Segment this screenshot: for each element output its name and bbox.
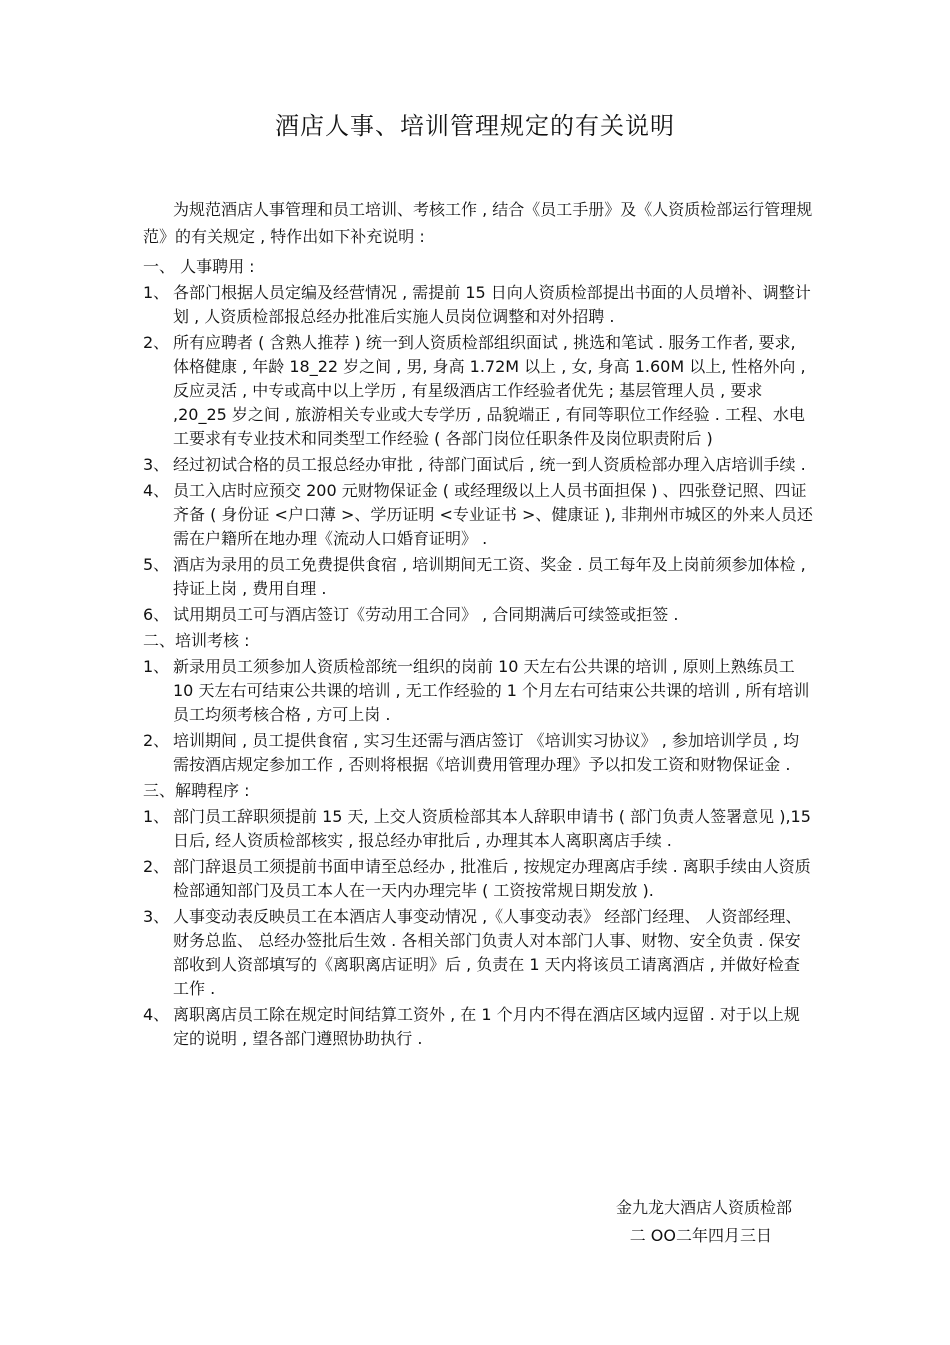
item-text: 试用期员工可与酒店签订《劳动用工合同》 , 合同期满后可续签或拒签 . bbox=[173, 605, 679, 624]
intro-paragraph: 为规范酒店人事管理和员工培训、考核工作 , 结合《员工手册》及《人资质检部运行管理规范》的有关规定 , 特作出如下补充说明 : bbox=[143, 200, 813, 246]
list-item bbox=[143, 281, 813, 329]
list-item bbox=[143, 331, 813, 451]
signature-date: 二 OO二年四月三日 bbox=[629, 1226, 772, 1245]
section-heading: 二、培训考核 : bbox=[143, 631, 250, 650]
list-item bbox=[143, 855, 813, 903]
item-number: 2、 bbox=[143, 857, 170, 876]
list-item bbox=[143, 553, 813, 601]
item-text: 经过初试合格的员工报总经办审批 , 待部门面试后 , 统一到人资质检部办理入店培训手续 . bbox=[173, 455, 806, 474]
list-item bbox=[143, 479, 813, 551]
item-text: 部门辞退员工须提前书面申请至总经办 , 批准后 , 按规定办理离店手续 . 离职手续由人资质检部通知部门及员工本人在一天内办理完毕 ( 工资按常规日期发放 ). bbox=[173, 857, 811, 900]
item-number: 2、 bbox=[143, 731, 170, 750]
item-text: 酒店为录用的员工免费提供食宿 , 培训期间无工资、奖金 . 员工每年及上岗前须参加体检 , 持证上岗 , 费用自理 . bbox=[173, 555, 806, 598]
section-heading: 三、解聘程序 : bbox=[143, 781, 250, 800]
section-dismissal bbox=[143, 779, 813, 1051]
item-number: 1、 bbox=[143, 283, 170, 302]
item-number: 1、 bbox=[143, 657, 170, 676]
list-item bbox=[143, 805, 813, 853]
item-text: 员工入店时应预交 200 元财物保证金 ( 或经理级以上人员书面担保 ) 、四张登记照、四证齐备 ( 身份证 <户口薄 >、学历证明 <专业证书 >、健康证 ), 非荆州市城区的外来人员还需在户籍所在地办理《流动人口婚育证明》 . bbox=[173, 481, 813, 548]
item-text: 所有应聘者 ( 含熟人推荐 ) 统一到人资质检部组织面试 , 挑选和笔试 . 服务工作者, 要求, 体格健康 , 年龄 18_22 岁之间 , 男, 身高 1.72M 以上 , 女, 身高 1.60M 以上, 性格外向 , 反应灵活 , 中专或高中以上学历 , 有星级酒店工作经验者优先 ; 基层管理人员 , 要求 ,20_25 岁之间 , 旅游相关专业或大专学历 , 品貌端正 , 有同等职位工作经验 . 工程、水电工要求有专业技术和同类型工作经验 ( 各部门岗位任职条件及岗位职责附后 ) bbox=[173, 333, 806, 448]
list-item bbox=[143, 603, 813, 627]
item-number: 1、 bbox=[143, 807, 170, 826]
section-training bbox=[143, 629, 813, 777]
item-number: 2、 bbox=[143, 333, 170, 352]
list-item bbox=[143, 1003, 813, 1051]
item-number: 5、 bbox=[143, 555, 170, 574]
item-text: 培训期间 , 员工提供食宿 , 实习生还需与酒店签订 《培训实习协议》 , 参加培训学员 , 均需按酒店规定参加工作 , 否则将根据《培训费用管理办理》予以扣发工资和财物保证金 . bbox=[173, 731, 800, 774]
item-number: 4、 bbox=[143, 1005, 170, 1024]
signature-organization: 金九龙大酒店人资质检部 bbox=[615, 1198, 792, 1217]
item-text: 离职离店员工除在规定时间结算工资外 , 在 1 个月内不得在酒店区域内逗留 . 对于以上规定的说明 , 望各部门遵照协助执行 . bbox=[173, 1005, 800, 1048]
list-item bbox=[143, 905, 813, 1001]
list-item bbox=[143, 453, 813, 477]
document-body bbox=[143, 196, 813, 1053]
item-number: 3、 bbox=[143, 455, 170, 474]
document-title: 酒店人事、培训管理规定的有关说明 bbox=[275, 112, 675, 140]
section-hiring bbox=[143, 255, 813, 627]
list-item bbox=[143, 729, 813, 777]
item-text: 部门员工辞职须提前 15 天, 上交人资质检部其本人辞职申请书 ( 部门负责人签署意见 ),15 日后, 经人资质检部核实 , 报总经办审批后 , 办理其本人离职离店手续 . bbox=[173, 807, 811, 850]
item-text: 人事变动表反映员工在本酒店人事变动情况 ,《人事变动表》 经部门经理、 人资部经理、 财务总监、 总经办签批后生效 . 各相关部门负责人对本部门人事、财物、安全负责 . 保安部收到人资部填写的《离职离店证明》后 , 负责在 1 天内将该员工请离酒店 , 并做好检查工作 . bbox=[173, 907, 802, 998]
item-number: 3、 bbox=[143, 907, 170, 926]
list-item bbox=[143, 655, 813, 727]
item-number: 6、 bbox=[143, 605, 170, 624]
item-text: 各部门根据人员定编及经营情况 , 需提前 15 日向人资质检部提出书面的人员增补、调整计划 , 人资质检部报总经办批准后实施人员岗位调整和对外招聘 . bbox=[173, 283, 811, 326]
section-heading: 一、 人事聘用 : bbox=[143, 257, 255, 276]
item-number: 4、 bbox=[143, 481, 170, 500]
signature-block bbox=[0, 1194, 950, 1250]
item-text: 新录用员工须参加人资质检部统一组织的岗前 10 天左右公共课的培训 , 原则上熟练员工 10 天左右可结束公共课的培训 , 无工作经验的 1 个月左右可结束公共课的培训 , 所有培训员工均须考核合格 , 方可上岗 . bbox=[173, 657, 810, 724]
